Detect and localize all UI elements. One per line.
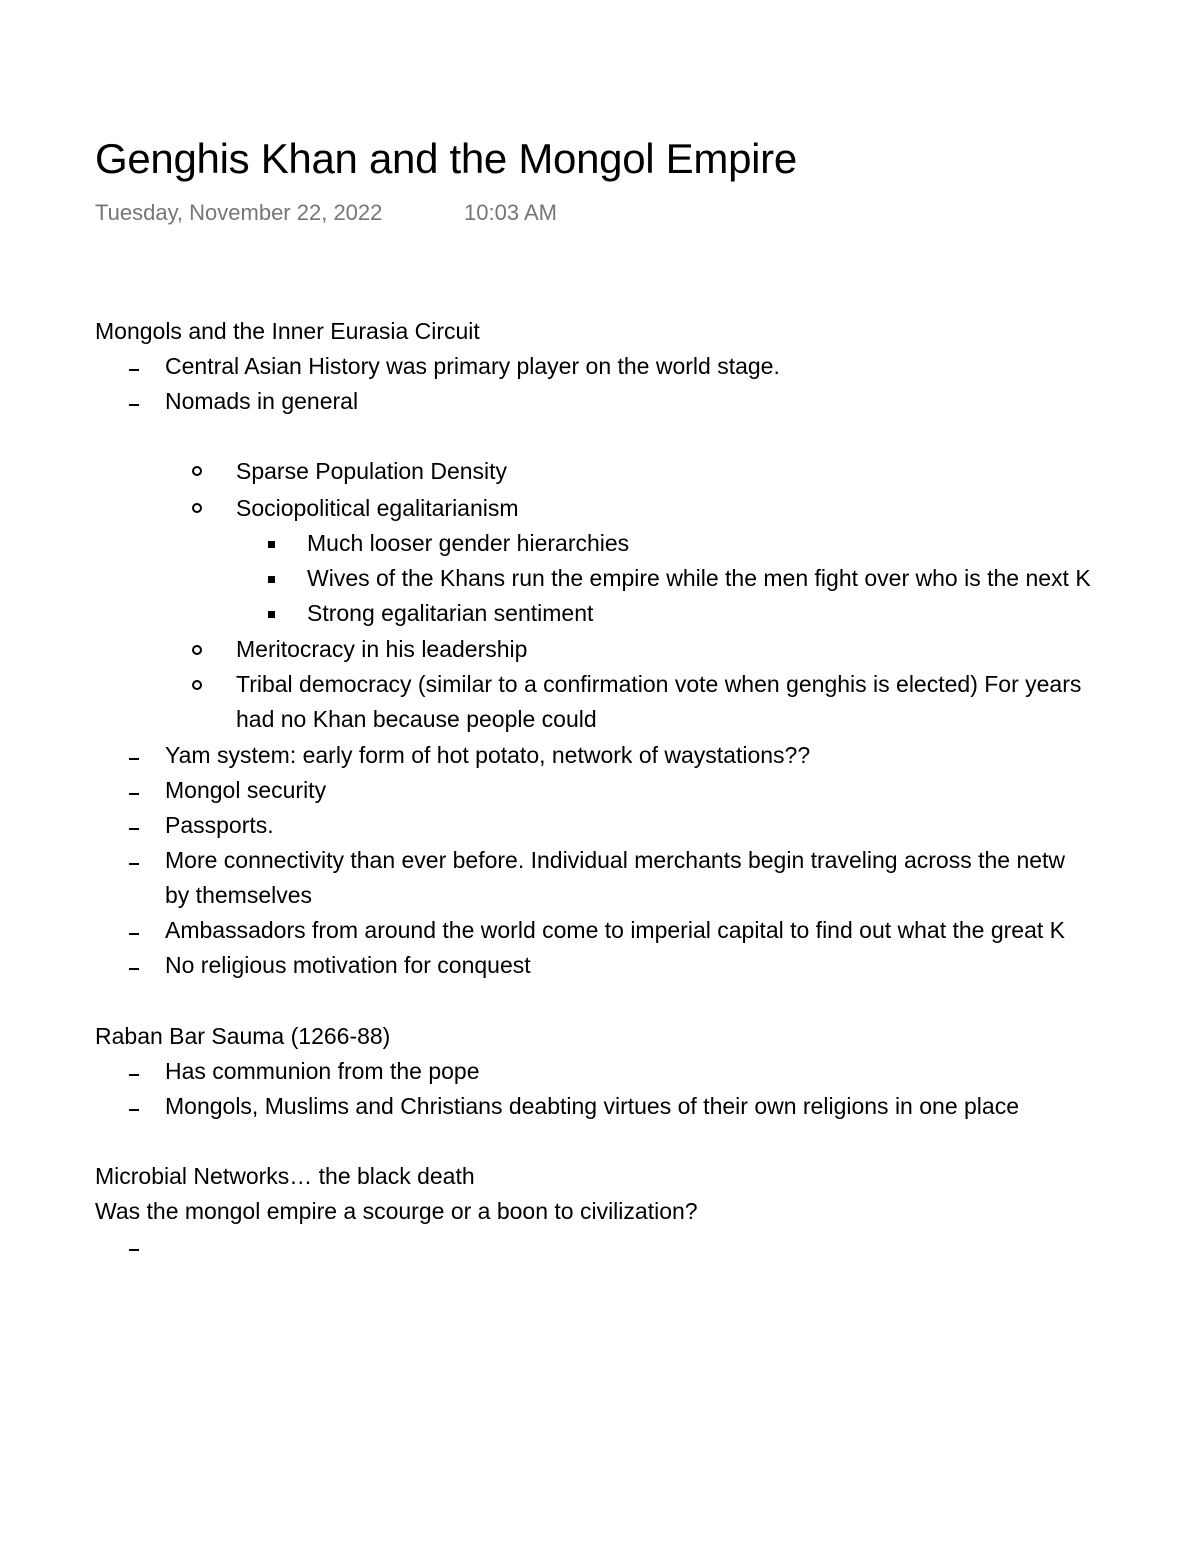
list-item: Sociopolitical egalitarianism (236, 495, 519, 521)
list-item: Passports. (165, 812, 274, 838)
list-item: No religious motivation for conquest (165, 952, 531, 978)
list-item: Much looser gender hierarchies (307, 530, 630, 556)
note-time: 10:03 AM (464, 200, 557, 225)
empty-dash-bullet (129, 1249, 139, 1251)
section-heading-mongols: Mongols and the Inner Eurasia Circuit (95, 318, 480, 344)
list-item-continuation: had no Khan because people could (236, 706, 597, 732)
dash-bullet (129, 968, 139, 970)
square-bullet (268, 611, 275, 618)
list-item: Ambassadors from around the world come to imperial capital to find out what the great K (165, 917, 1066, 943)
list-item: Has communion from the pope (165, 1058, 480, 1084)
note-date: Tuesday, November 22, 2022 (95, 200, 383, 225)
section-heading-question: Was the mongol empire a scourge or a boon to civilization? (95, 1198, 698, 1224)
list-item: Tribal democracy (similar to a confirmation vote when genghis is elected) For years (236, 671, 1082, 697)
circle-bullet (192, 466, 202, 476)
square-bullet (268, 576, 275, 583)
page-title: Genghis Khan and the Mongol Empire (95, 135, 797, 182)
list-item: Meritocracy in his leadership (236, 636, 528, 662)
circle-bullet (192, 503, 202, 513)
list-item: Sparse Population Density (236, 458, 508, 484)
section-heading-microbial: Microbial Networks… the black death (95, 1163, 475, 1189)
square-bullet (268, 541, 275, 548)
dash-bullet (129, 793, 139, 795)
dash-bullet (129, 933, 139, 935)
dash-bullet (129, 404, 139, 406)
dash-bullet (129, 369, 139, 371)
list-item: Mongols, Muslims and Christians deabting virtues of their own religions in one place (165, 1093, 1019, 1119)
list-item: Wives of the Khans run the empire while the men fight over who is the next K (307, 565, 1091, 591)
circle-bullet (192, 680, 202, 690)
dash-bullet (129, 863, 139, 865)
dash-bullet (129, 758, 139, 760)
list-item: Mongol security (165, 777, 327, 803)
dash-bullet (129, 1074, 139, 1076)
dash-bullet (129, 1109, 139, 1111)
list-item: Yam system: early form of hot potato, network of waystations?? (165, 742, 811, 768)
circle-bullet (192, 645, 202, 655)
list-item: Central Asian History was primary player on the world stage. (165, 353, 780, 379)
list-item: Strong egalitarian sentiment (307, 600, 594, 626)
dash-bullet (129, 828, 139, 830)
section-heading-raban: Raban Bar Sauma (1266-88) (95, 1023, 391, 1049)
list-item: More connectivity than ever before. Individual merchants begin traveling across the netw (165, 847, 1066, 873)
list-item-continuation: by themselves (165, 882, 313, 908)
list-item: Nomads in general (165, 388, 359, 414)
